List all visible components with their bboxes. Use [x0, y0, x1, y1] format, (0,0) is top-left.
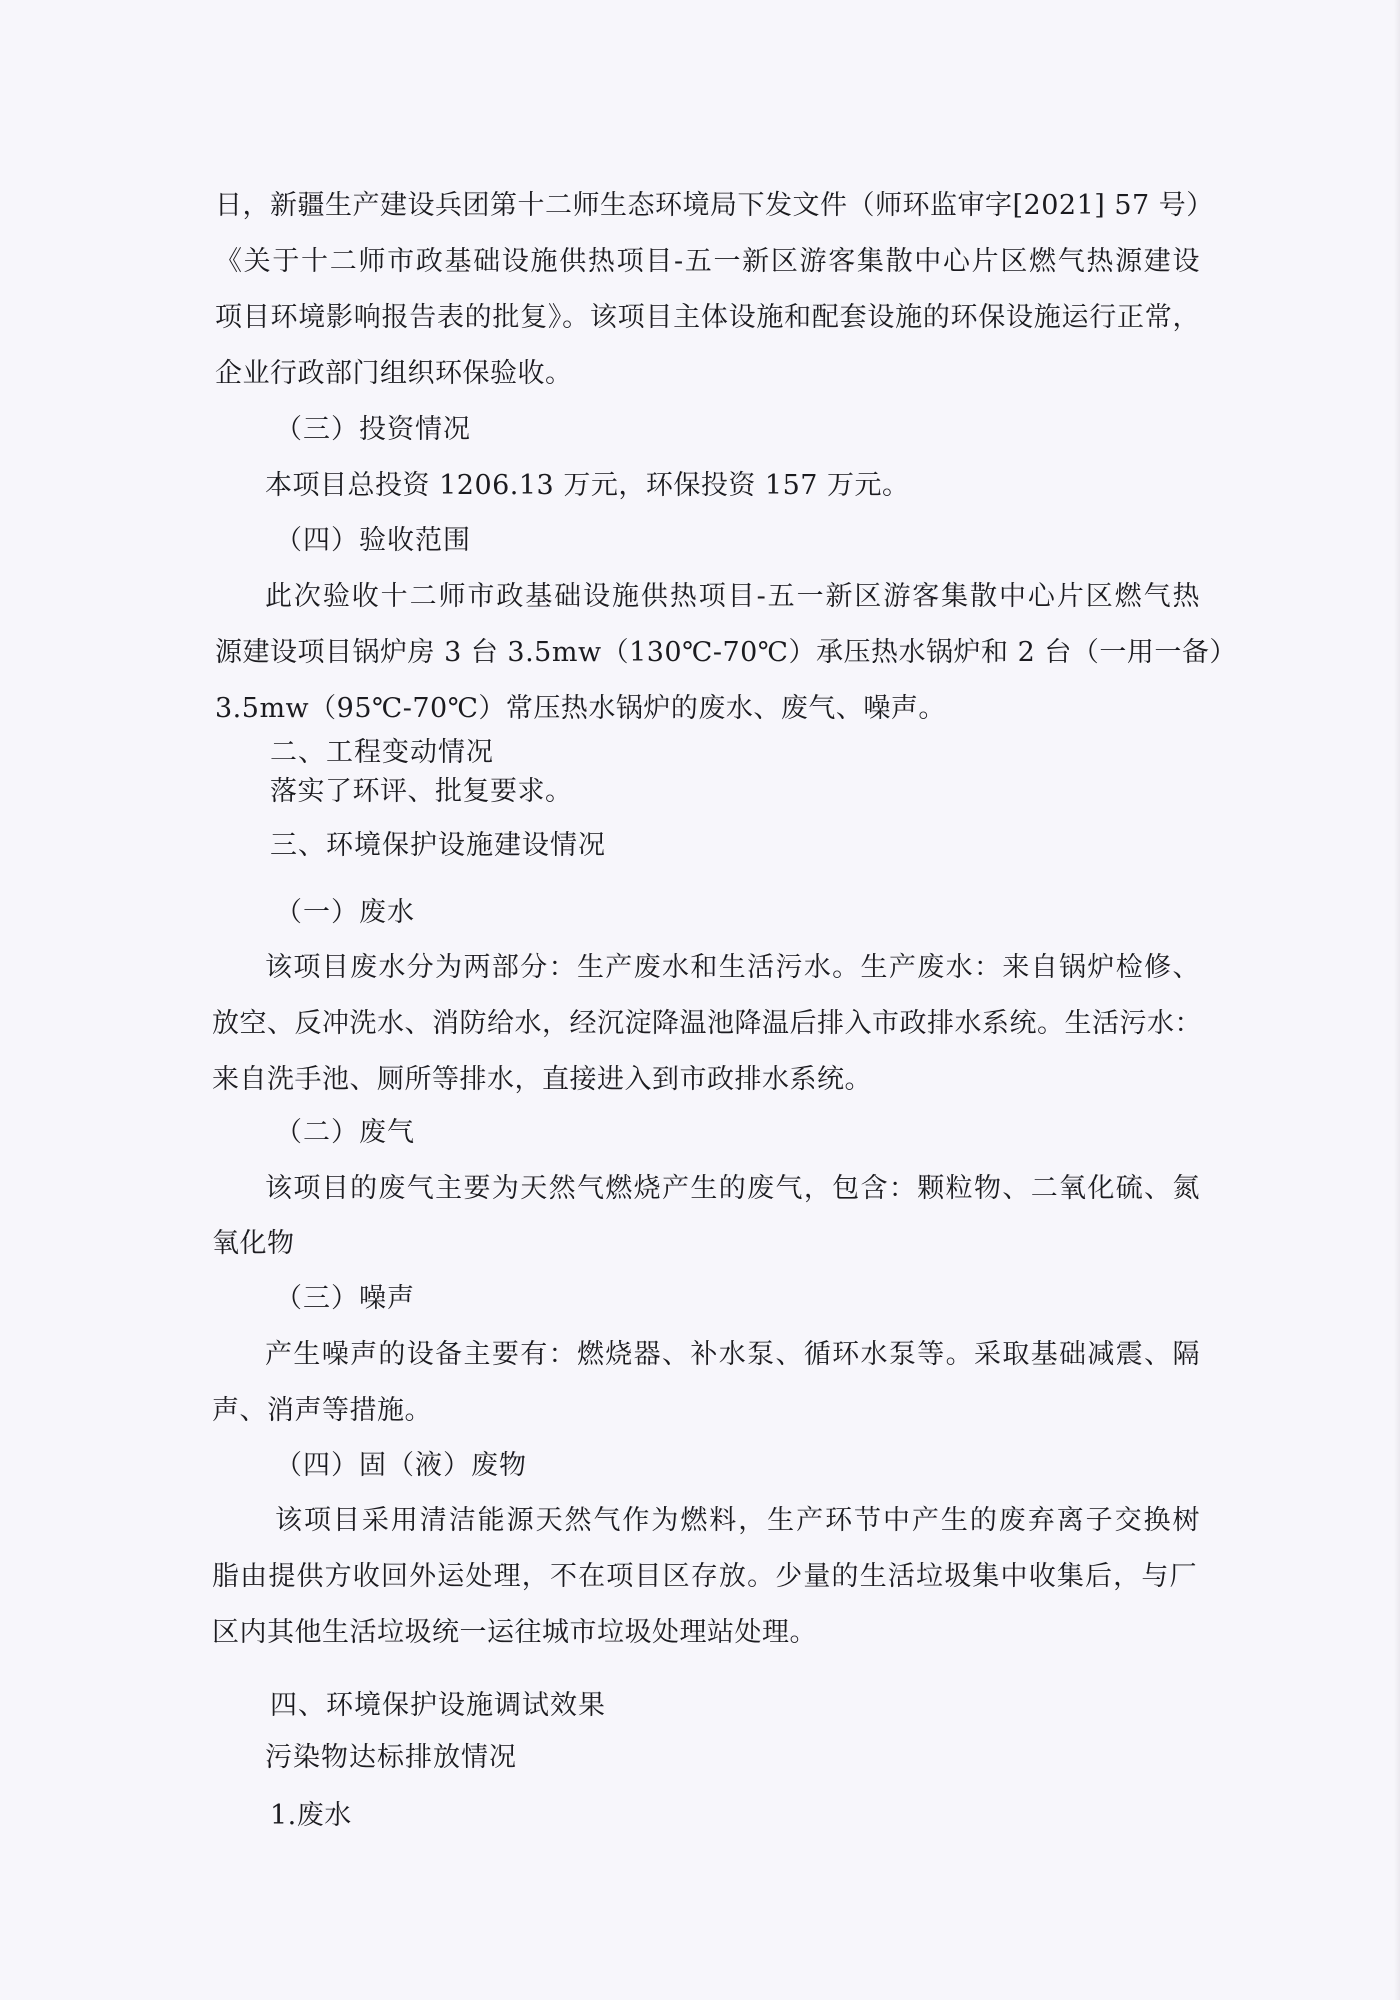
- paragraph-line: 《关于十二师市政基础设施供热项目-五一新区游客集散中心片区燃气热源建设: [215, 246, 1200, 277]
- paragraph-line: 该项目废水分为两部分：生产废水和生活污水。生产废水：来自锅炉检修、: [265, 952, 1200, 983]
- paragraph-line: 产生噪声的设备主要有：燃烧器、补水泵、循环水泵等。采取基础减震、隔: [265, 1339, 1200, 1370]
- paragraph-line: 氧化物: [212, 1228, 295, 1259]
- section-heading: （四）验收范围: [275, 525, 471, 556]
- section-heading: （一）废水: [275, 897, 415, 928]
- paragraph-line: 3.5mw（95℃-70℃）常压热水锅炉的废水、废气、噪声。: [215, 693, 946, 724]
- section-heading: （四）固（液）废物: [275, 1450, 527, 1481]
- page-edge-shadow: [1394, 0, 1400, 2000]
- section-heading: （二）废气: [275, 1117, 415, 1148]
- paragraph-line: 源建设项目锅炉房 3 台 3.5mw（130℃-70℃）承压热水锅炉和 2 台（一用一备）: [215, 637, 1237, 668]
- paragraph-line: 落实了环评、批复要求。: [270, 776, 573, 807]
- paragraph-line: 来自洗手池、厕所等排水，直接进入到市政排水系统。: [212, 1064, 872, 1095]
- paragraph-line: 此次验收十二师市政基础设施供热项目-五一新区游客集散中心片区燃气热: [265, 581, 1200, 612]
- paragraph-line: 放空、反冲洗水、消防给水，经沉淀降温池降温后排入市政排水系统。生活污水：: [212, 1008, 1202, 1039]
- paragraph-line: 声、消声等措施。: [212, 1395, 432, 1426]
- paragraph-line: 日，新疆生产建设兵团第十二师生态环境局下发文件（师环监审字[2021] 57 号）: [215, 190, 1214, 221]
- section-heading: （三）噪声: [275, 1283, 415, 1314]
- paragraph-line: 脂由提供方收回外运处理，不在项目区存放。少量的生活垃圾集中收集后，与厂: [212, 1561, 1197, 1592]
- paragraph-line: 企业行政部门组织环保验收。: [215, 358, 573, 389]
- paragraph-line: 该项目采用清洁能源天然气作为燃料，生产环节中产生的废弃离子交换树: [275, 1505, 1200, 1536]
- paragraph-line: 区内其他生活垃圾统一运往城市垃圾处理站处理。: [212, 1617, 817, 1648]
- paragraph-line: 项目环境影响报告表的批复》。该项目主体设施和配套设施的环保设施运行正常，: [215, 302, 1200, 333]
- section-heading: 四、环境保护设施调试效果: [270, 1690, 606, 1721]
- section-heading: 二、工程变动情况: [270, 737, 494, 768]
- section-heading: 污染物达标排放情况: [265, 1742, 517, 1773]
- section-heading: 三、环境保护设施建设情况: [270, 830, 606, 861]
- section-heading: 1.废水: [270, 1800, 352, 1831]
- paragraph-line: 该项目的废气主要为天然气燃烧产生的废气，包含：颗粒物、二氧化硫、氮: [265, 1173, 1200, 1204]
- paragraph-line: 本项目总投资 1206.13 万元，环保投资 157 万元。: [265, 470, 910, 501]
- section-heading: （三）投资情况: [275, 414, 471, 445]
